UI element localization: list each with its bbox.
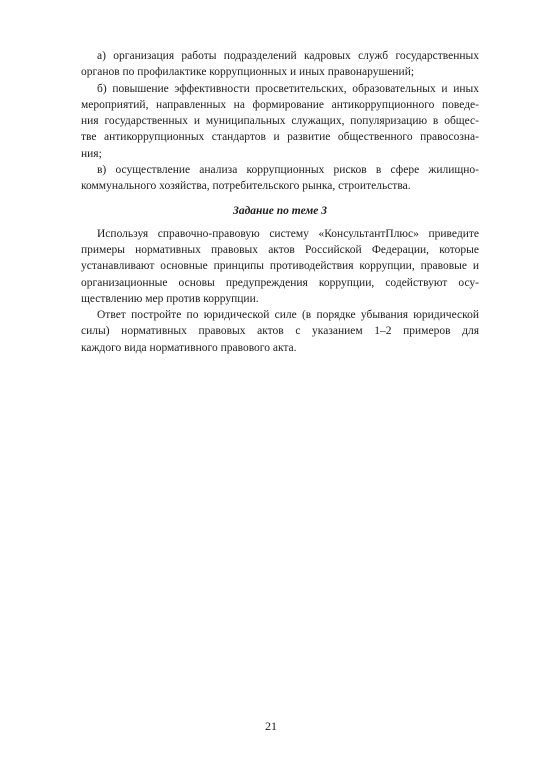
text-line: Используя справочно-правовую систему «КонсультантПлюс» приведите	[97, 227, 479, 240]
text-line: ния государственных и муниципальных служащих, популяризацию в общес-	[81, 115, 479, 128]
text-line: каждого вида нормативного правового акта.	[81, 341, 297, 354]
text-line: примеры нормативных правовых актов Российской Федерации, которые	[81, 243, 479, 256]
text-line: а) организация работы подразделений кадровых служб государственных	[97, 50, 479, 62]
text-line: силы) нормативных правовых актов с указанием 1–2 примеров для	[81, 325, 479, 338]
answer-instructions-paragraph	[81, 307, 479, 356]
text-line: в) осуществление анализа коррупционных рисков в сфере жилищно-	[97, 164, 479, 177]
text-line: органов по профилактике коррупционных и иных правонарушений;	[81, 66, 415, 79]
text-line: б) повышение эффективности просветительских, образовательных и иных	[97, 82, 479, 95]
list-item-a	[81, 48, 479, 81]
section-heading: Задание по теме 3	[232, 204, 328, 217]
task-paragraph	[81, 226, 479, 307]
text-line: устанавливают основные принципы противодействия коррупции, правовые и	[81, 260, 479, 273]
page-content	[81, 48, 479, 356]
text-line: ществлению мер против коррупции.	[81, 292, 259, 305]
page-number: 21	[265, 719, 277, 733]
text-line: организационные основы предупреждения коррупции, содействуют осу-	[81, 276, 479, 289]
text-line: коммунального хозяйства, потребительского рынка, строительства.	[81, 180, 411, 193]
text-line: мероприятий, направленных на формирование антикоррупционного поведе-	[81, 98, 479, 111]
list-item-b	[81, 81, 479, 162]
text-line: ния;	[81, 147, 102, 160]
text-line: Ответ постройте по юридической силе (в порядке убывания юридической	[97, 309, 479, 322]
list-item-c	[81, 162, 479, 195]
text-line: тве антикоррупционных стандартов и развитие общественного правосозна-	[81, 131, 479, 144]
